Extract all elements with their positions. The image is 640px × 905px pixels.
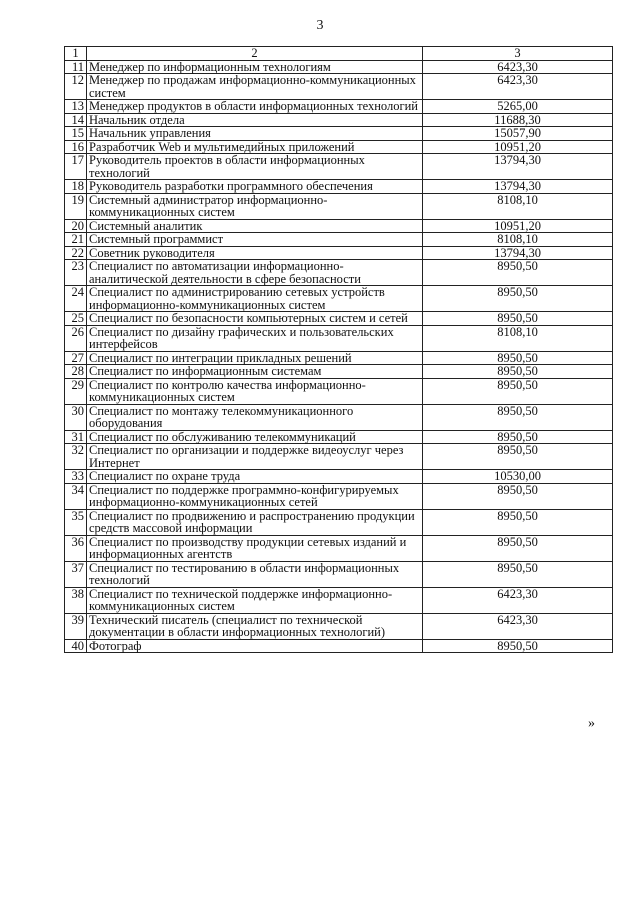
row-number: 15 xyxy=(65,127,87,141)
salary-amount: 8950,50 xyxy=(423,351,613,365)
row-number: 13 xyxy=(65,100,87,114)
table-row xyxy=(65,140,613,154)
row-number: 33 xyxy=(65,470,87,484)
position-title: Специалист по продвижению и распространению продукции средств массовой информации xyxy=(87,509,423,535)
salary-amount: 13794,30 xyxy=(423,180,613,194)
header-col-2: 2 xyxy=(87,47,423,61)
closing-quote-mark: » xyxy=(588,716,595,731)
row-number: 26 xyxy=(65,325,87,351)
row-number: 30 xyxy=(65,404,87,430)
row-number: 19 xyxy=(65,193,87,219)
position-title: Разработчик Web и мультимедийных приложений xyxy=(87,140,423,154)
table-row xyxy=(65,180,613,194)
row-number: 20 xyxy=(65,219,87,233)
position-title: Советник руководителя xyxy=(87,246,423,260)
table-row xyxy=(65,639,613,653)
row-number: 28 xyxy=(65,365,87,379)
table-row xyxy=(65,260,613,286)
table-row xyxy=(65,351,613,365)
table-row xyxy=(65,312,613,326)
salary-amount: 8950,50 xyxy=(423,365,613,379)
position-title: Системный программист xyxy=(87,233,423,247)
table-row xyxy=(65,365,613,379)
salary-amount: 13794,30 xyxy=(423,154,613,180)
row-number: 38 xyxy=(65,587,87,613)
salary-amount: 8950,50 xyxy=(423,561,613,587)
position-title: Специалист по охране труда xyxy=(87,470,423,484)
row-number: 22 xyxy=(65,246,87,260)
position-title: Специалист по тестированию в области информационных технологий xyxy=(87,561,423,587)
position-title: Специалист по контролю качества информационно-коммуникационных систем xyxy=(87,378,423,404)
table-row xyxy=(65,483,613,509)
salary-amount: 8950,50 xyxy=(423,260,613,286)
salary-amount: 6423,30 xyxy=(423,613,613,639)
position-title: Специалист по технической поддержке информационно-коммуникационных систем xyxy=(87,587,423,613)
table-row xyxy=(65,113,613,127)
salary-amount: 6423,30 xyxy=(423,587,613,613)
table-row xyxy=(65,219,613,233)
position-title: Технический писатель (специалист по технической документации в области информационных технологий) xyxy=(87,613,423,639)
row-number: 18 xyxy=(65,180,87,194)
position-title: Менеджер продуктов в области информационных технологий xyxy=(87,100,423,114)
salary-amount: 8950,50 xyxy=(423,535,613,561)
table-row xyxy=(65,246,613,260)
salary-amount: 10951,20 xyxy=(423,219,613,233)
position-title: Специалист по информационным системам xyxy=(87,365,423,379)
row-number: 16 xyxy=(65,140,87,154)
table-row xyxy=(65,587,613,613)
table-row xyxy=(65,470,613,484)
position-title: Специалист по производству продукции сетевых изданий и информационных агентств xyxy=(87,535,423,561)
row-number: 27 xyxy=(65,351,87,365)
table-row xyxy=(65,535,613,561)
salary-amount: 8950,50 xyxy=(423,404,613,430)
position-title: Руководитель разработки программного обеспечения xyxy=(87,180,423,194)
row-number: 25 xyxy=(65,312,87,326)
position-title: Менеджер по информационным технологиям xyxy=(87,60,423,74)
table-row xyxy=(65,378,613,404)
table-row xyxy=(65,509,613,535)
position-title: Специалист по автоматизации информационно-аналитической деятельности в сфере безопасности xyxy=(87,260,423,286)
salary-amount: 10951,20 xyxy=(423,140,613,154)
position-title: Специалист по интеграции прикладных решений xyxy=(87,351,423,365)
row-number: 37 xyxy=(65,561,87,587)
salary-amount: 8950,50 xyxy=(423,639,613,653)
salary-amount: 8950,50 xyxy=(423,286,613,312)
row-number: 35 xyxy=(65,509,87,535)
table-row xyxy=(65,233,613,247)
table-row xyxy=(65,325,613,351)
salary-amount: 5265,00 xyxy=(423,100,613,114)
position-title: Специалист по дизайну графических и пользовательских интерфейсов xyxy=(87,325,423,351)
position-title: Начальник отдела xyxy=(87,113,423,127)
position-title: Менеджер по продажам информационно-коммуникационных систем xyxy=(87,74,423,100)
header-col-1: 1 xyxy=(65,47,87,61)
table-row xyxy=(65,100,613,114)
row-number: 39 xyxy=(65,613,87,639)
row-number: 23 xyxy=(65,260,87,286)
salary-amount: 8108,10 xyxy=(423,233,613,247)
table-header-row xyxy=(65,47,613,61)
table-row xyxy=(65,74,613,100)
table-row xyxy=(65,444,613,470)
row-number: 32 xyxy=(65,444,87,470)
salary-amount: 8950,50 xyxy=(423,312,613,326)
salary-amount: 8950,50 xyxy=(423,444,613,470)
salary-amount: 6423,30 xyxy=(423,60,613,74)
row-number: 31 xyxy=(65,430,87,444)
table-row xyxy=(65,60,613,74)
row-number: 29 xyxy=(65,378,87,404)
row-number: 17 xyxy=(65,154,87,180)
position-title: Фотограф xyxy=(87,639,423,653)
position-title: Специалист по администрированию сетевых устройств информационно-коммуникационных систем xyxy=(87,286,423,312)
position-title: Начальник управления xyxy=(87,127,423,141)
position-title: Специалист по обслуживанию телекоммуникаций xyxy=(87,430,423,444)
table-row xyxy=(65,561,613,587)
row-number: 34 xyxy=(65,483,87,509)
position-title: Специалист по организации и поддержке видеоуслуг через Интернет xyxy=(87,444,423,470)
salary-amount: 15057,90 xyxy=(423,127,613,141)
table-row xyxy=(65,127,613,141)
page-number: 3 xyxy=(316,18,324,33)
salary-amount: 8108,10 xyxy=(423,325,613,351)
salary-amount: 8950,50 xyxy=(423,483,613,509)
position-title: Системный аналитик xyxy=(87,219,423,233)
position-title: Специалист по безопасности компьютерных систем и сетей xyxy=(87,312,423,326)
table-row xyxy=(65,430,613,444)
header-col-3: 3 xyxy=(423,47,613,61)
row-number: 12 xyxy=(65,74,87,100)
table-row xyxy=(65,404,613,430)
position-title: Системный администратор информационно-коммуникационных систем xyxy=(87,193,423,219)
salary-amount: 8950,50 xyxy=(423,430,613,444)
position-title: Специалист по поддержке программно-конфигурируемых информационно-коммуникационных сетей xyxy=(87,483,423,509)
salary-amount: 11688,30 xyxy=(423,113,613,127)
row-number: 40 xyxy=(65,639,87,653)
row-number: 36 xyxy=(65,535,87,561)
row-number: 24 xyxy=(65,286,87,312)
salary-amount: 8950,50 xyxy=(423,509,613,535)
salary-amount: 8108,10 xyxy=(423,193,613,219)
row-number: 11 xyxy=(65,60,87,74)
salary-amount: 10530,00 xyxy=(423,470,613,484)
position-title: Руководитель проектов в области информационных технологий xyxy=(87,154,423,180)
salary-amount: 8950,50 xyxy=(423,378,613,404)
position-title: Специалист по монтажу телекоммуникационного оборудования xyxy=(87,404,423,430)
table-row xyxy=(65,286,613,312)
table-row xyxy=(65,193,613,219)
salary-amount: 6423,30 xyxy=(423,74,613,100)
salary-table xyxy=(64,46,613,653)
table-row xyxy=(65,613,613,639)
salary-amount: 13794,30 xyxy=(423,246,613,260)
row-number: 14 xyxy=(65,113,87,127)
table-row xyxy=(65,154,613,180)
row-number: 21 xyxy=(65,233,87,247)
